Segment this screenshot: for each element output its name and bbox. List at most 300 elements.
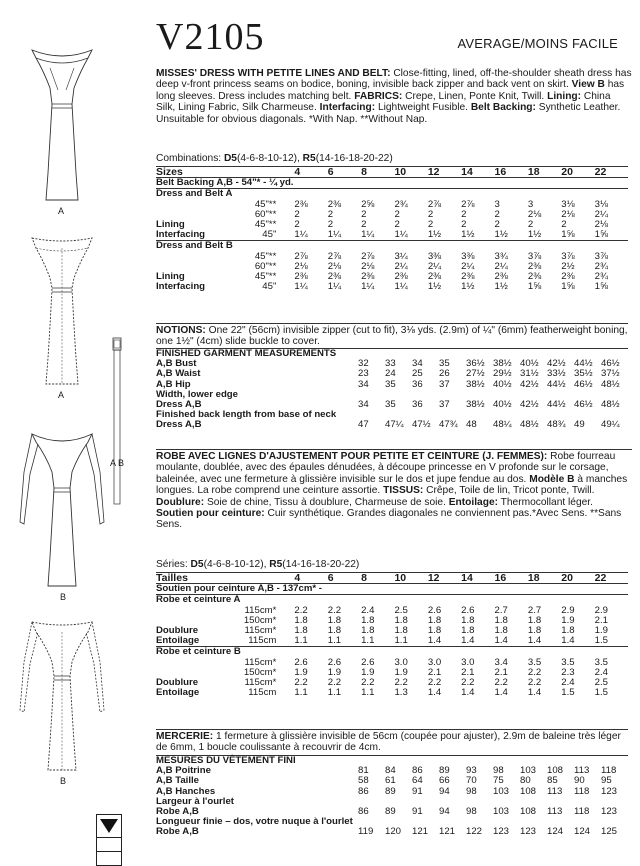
view-a-front-sketch xyxy=(22,28,102,203)
row-heading: Dress and Belt B xyxy=(156,241,628,252)
value-cell: 91 xyxy=(412,806,423,818)
value-cell: 2¼ xyxy=(494,260,508,272)
table-row xyxy=(156,220,628,230)
value-cell: 1.1 xyxy=(327,687,342,699)
value-cell: 2.7 xyxy=(527,604,542,616)
row-label: Robe A,B xyxy=(156,806,199,818)
value-cell: 33 xyxy=(385,358,396,370)
value-cell: 48½ xyxy=(520,419,539,431)
value-cell: 3.5 xyxy=(527,656,542,668)
value-cell: 6 xyxy=(328,167,361,178)
value-cell: 1⅝ xyxy=(594,229,608,241)
value-cell: 8 xyxy=(361,573,394,584)
sizes-row xyxy=(156,573,628,584)
value-cell: 124 xyxy=(547,826,564,838)
fabric-width: 60"** xyxy=(254,208,277,220)
value-cell: 46½ xyxy=(601,358,620,370)
row-heading: Robe et ceinture A xyxy=(156,595,628,606)
value-cell: 12 xyxy=(428,573,461,584)
value-cell: 36 xyxy=(412,399,423,411)
value-cell: 38½ xyxy=(493,358,512,370)
value-cell: 4 xyxy=(294,573,327,584)
value-cell: 3⅞ xyxy=(594,250,608,262)
value-cell: 2⅝ xyxy=(361,198,375,210)
value-cell: 2.1 xyxy=(494,666,508,678)
value-cell: 1.8 xyxy=(461,625,475,637)
value-cell: 3⅞ xyxy=(527,250,542,262)
value-cell: 2 xyxy=(394,219,400,231)
value-cell: 1¼ xyxy=(394,281,408,293)
value-cell: 2¼ xyxy=(594,208,608,220)
value-cell: 90 xyxy=(574,775,585,787)
down-triangle-icon xyxy=(100,819,118,833)
value-cell: 16 xyxy=(495,167,528,178)
value-cell: 3¾ xyxy=(494,250,508,262)
value-cell: 2 xyxy=(527,219,534,231)
value-cell: 2 xyxy=(394,208,400,220)
value-cell: 2 xyxy=(327,219,334,231)
value-cell: 3 xyxy=(527,198,534,210)
row-heading: Soutien pour ceinture A,B - 137cm* - xyxy=(156,584,628,595)
value-cell: 2¾ xyxy=(394,198,408,210)
value-cell: 22 xyxy=(595,167,628,178)
value-cell: 113 xyxy=(547,806,563,818)
value-cell: 2.6 xyxy=(461,604,475,616)
value-cell: 1.1 xyxy=(294,687,308,699)
table-row xyxy=(156,616,628,626)
value-cell: 2.2 xyxy=(527,677,542,689)
value-cell: 2.4 xyxy=(594,666,608,678)
value-cell: 2⅞ xyxy=(327,250,342,262)
value-cell: 2⅜ xyxy=(561,271,575,283)
value-cell: 108 xyxy=(547,765,564,777)
row-label: A,B Hanches xyxy=(156,785,216,797)
value-cell: 1.8 xyxy=(361,625,375,637)
table-row xyxy=(156,606,628,616)
value-cell: 3⅞ xyxy=(561,250,575,262)
value-cell: 20 xyxy=(561,167,594,178)
value-cell: 2.2 xyxy=(527,666,542,678)
sketch-label-a2: A xyxy=(58,390,65,400)
value-cell: 2.9 xyxy=(594,604,608,616)
value-cell: 84 xyxy=(385,765,396,777)
value-cell: 94 xyxy=(439,785,450,797)
english-title: MISSES' DRESS WITH PETITE LINES AND BELT: xyxy=(156,68,391,79)
value-cell: 1½ xyxy=(494,229,508,241)
value-cell: 1.1 xyxy=(361,687,375,699)
value-cell: 40½ xyxy=(493,378,512,390)
value-cell: 1.3 xyxy=(394,687,408,699)
value-cell: 1.9 xyxy=(361,666,375,678)
value-cell: 2 xyxy=(361,219,367,231)
value-cell: 2¾ xyxy=(594,271,608,283)
table-row xyxy=(156,282,628,292)
value-cell: 2 xyxy=(327,208,334,220)
value-cell: 1.8 xyxy=(527,614,542,626)
sketch-label-b1: B xyxy=(60,592,67,602)
value-cell: 42½ xyxy=(520,399,539,411)
value-cell: 2⅛ xyxy=(361,260,375,272)
value-cell: 1.5 xyxy=(594,635,608,647)
value-cell: 1.8 xyxy=(327,625,342,637)
table-row xyxy=(156,230,628,241)
value-cell: 2.3 xyxy=(561,666,575,678)
value-cell: 49 xyxy=(574,419,585,431)
value-cell: 121 xyxy=(412,826,429,838)
fabric-width: 45" xyxy=(262,229,277,241)
value-cell: 1.1 xyxy=(327,635,342,647)
value-cell: 1.8 xyxy=(494,614,508,626)
value-cell: 3.0 xyxy=(461,656,475,668)
value-cell: 48½ xyxy=(601,378,620,390)
value-cell: 48¼ xyxy=(493,419,512,431)
value-cell: 22 xyxy=(595,573,628,584)
fabric-width: 115cm xyxy=(248,635,277,647)
value-cell: 2 xyxy=(427,208,434,220)
table-row xyxy=(156,200,628,210)
value-cell: 64 xyxy=(412,775,423,787)
value-cell: 47¼ xyxy=(385,419,404,431)
row-heading: Width, lower edge xyxy=(156,388,238,400)
fabric-width: 60"** xyxy=(254,260,277,272)
value-cell: 1.8 xyxy=(427,614,442,626)
row-label xyxy=(156,252,223,262)
value-cell: 1½ xyxy=(527,229,542,241)
table-row xyxy=(156,252,628,262)
table-row xyxy=(156,210,628,220)
row-label xyxy=(156,200,223,210)
value-cell: 1.8 xyxy=(294,625,308,637)
value-cell: 3.5 xyxy=(594,656,608,668)
value-cell: 103 xyxy=(493,785,510,797)
fabric-width: 115cm* xyxy=(244,656,277,668)
value-cell: 1⅝ xyxy=(594,281,608,293)
value-cell: 2.5 xyxy=(394,604,408,616)
value-cell: 2.7 xyxy=(494,604,508,616)
sketch-label-b2: B xyxy=(60,776,67,786)
value-cell: 48½ xyxy=(601,399,620,411)
view-b-back-sketch xyxy=(14,602,110,772)
value-cell: 61 xyxy=(385,775,396,787)
value-cell: 123 xyxy=(601,806,618,818)
value-cell: 58 xyxy=(358,775,369,787)
value-cell: 2¼ xyxy=(427,260,442,272)
row-heading: Robe et ceinture B xyxy=(156,647,628,658)
value-cell: 1⅝ xyxy=(561,229,575,241)
value-cell: 2 xyxy=(494,208,500,220)
value-cell: 2⅜ xyxy=(527,260,542,272)
value-cell: 1.8 xyxy=(361,614,375,626)
value-cell: 118 xyxy=(574,806,590,818)
fabric-width: 45"** xyxy=(254,198,277,210)
row-label: A,B Bust xyxy=(156,358,197,370)
value-cell: 2⅜ xyxy=(527,271,542,283)
value-cell: 81 xyxy=(358,765,369,777)
value-cell: 1¼ xyxy=(294,229,308,241)
cut-marker-box xyxy=(96,814,122,866)
value-cell: 123 xyxy=(520,826,537,838)
value-cell: 2⅜ xyxy=(461,271,475,283)
row-label xyxy=(156,658,223,668)
value-cell: 14 xyxy=(461,573,494,584)
value-cell: 1.8 xyxy=(427,625,442,637)
value-cell: 2.2 xyxy=(394,677,408,689)
view-a-back-sketch xyxy=(22,218,102,386)
table-row xyxy=(156,658,628,668)
value-cell: 2⅞ xyxy=(294,250,308,262)
french-title: ROBE AVEC LIGNES D'AJUSTEMENT POUR PETITE ET CEINTURE (J. FEMMES): xyxy=(156,451,548,462)
value-cell: 18 xyxy=(528,573,561,584)
value-cell: 3.5 xyxy=(561,656,575,668)
value-cell: 66 xyxy=(439,775,450,787)
value-cell: 1⅝ xyxy=(527,281,542,293)
value-cell: 1.8 xyxy=(494,625,508,637)
row-label: Dress A,B xyxy=(156,399,202,411)
value-cell: 1.4 xyxy=(527,687,542,699)
value-cell: 1¼ xyxy=(294,281,308,293)
value-cell: 10 xyxy=(394,167,427,178)
value-cell: 1.4 xyxy=(527,635,542,647)
row-heading: Finished back length from base of neck xyxy=(156,409,337,421)
row-heading: FINISHED GARMENT MEASUREMENTS xyxy=(156,349,628,360)
value-cell: 1¼ xyxy=(327,281,342,293)
value-cell: 2⅞ xyxy=(361,250,375,262)
value-cell: 2⅛ xyxy=(327,260,342,272)
value-cell: 2¼ xyxy=(394,260,408,272)
value-cell: 32 xyxy=(358,358,369,370)
english-description: MISSES' DRESS WITH PETITE LINES AND BELT: Close-fitting, lined, off-the-shoulder sheath dress has deep v-front princess seams on bodice, boning, invisible back zipper and back vent on skirt. View B has long sleeves. Dress includes matching belt. FABRICS: Crepe, Linen, Ponte Knit, Twill. Lining: China Silk, Lining Fabric, Silk Charmeuse. Interfacing: Lightweight Fusible. Belt Backing: Synthetic Leather. Unsuitable for obvious diagonals. *With Nap. **Without Nap. xyxy=(156,68,632,125)
value-cell: 8 xyxy=(361,167,394,178)
value-cell: 1.5 xyxy=(561,687,575,699)
table-row xyxy=(156,688,628,698)
value-cell: 2.1 xyxy=(427,666,442,678)
value-cell: 98 xyxy=(493,765,504,777)
belt-backing-row xyxy=(156,178,628,189)
value-cell: 1.8 xyxy=(394,614,408,626)
value-cell: 40½ xyxy=(493,399,512,411)
row-label: Lining xyxy=(156,219,185,231)
section-dress-belt-b xyxy=(156,241,628,252)
row-label: Dress A,B xyxy=(156,419,202,431)
row-heading: Largeur à l'ourlet xyxy=(156,795,234,807)
value-cell: 38½ xyxy=(466,378,485,390)
value-cell: 1⅝ xyxy=(561,281,575,293)
value-cell: 89 xyxy=(439,765,450,777)
value-cell: 1.4 xyxy=(461,687,475,699)
value-cell: 42½ xyxy=(520,378,539,390)
value-cell: 2⅜ xyxy=(327,198,342,210)
value-cell: 35 xyxy=(385,399,396,411)
value-cell: 113 xyxy=(547,785,563,797)
value-cell: 2 xyxy=(361,208,367,220)
value-cell: 89 xyxy=(385,785,396,797)
value-cell: 29½ xyxy=(493,368,512,380)
pattern-number: V2105 xyxy=(156,16,265,58)
value-cell: 2 xyxy=(461,219,467,231)
value-cell: 42½ xyxy=(547,358,566,370)
value-cell: 2.2 xyxy=(294,604,308,616)
value-cell: 2⅜ xyxy=(427,271,442,283)
value-cell: 47¾ xyxy=(439,419,458,431)
value-cell: 121 xyxy=(439,826,456,838)
value-cell: 103 xyxy=(493,806,510,818)
value-cell: 75 xyxy=(493,775,504,787)
value-cell: 3⅛ xyxy=(561,198,575,210)
value-cell: 1.8 xyxy=(294,614,308,626)
value-cell: 48 xyxy=(466,419,477,431)
value-cell: 95 xyxy=(601,775,612,787)
value-cell: 2.2 xyxy=(461,677,475,689)
value-cell: 1.1 xyxy=(361,635,375,647)
value-cell: 36 xyxy=(412,378,423,390)
value-cell: 2⅞ xyxy=(427,198,442,210)
value-cell: 36½ xyxy=(466,358,485,370)
value-cell: 37 xyxy=(439,378,450,390)
value-cell: 2.6 xyxy=(427,604,442,616)
value-cell: 103 xyxy=(520,765,537,777)
value-cell: 1.9 xyxy=(594,625,608,637)
value-cell: 37½ xyxy=(601,368,620,380)
table-row xyxy=(156,636,628,647)
value-cell: 3¼ xyxy=(394,250,408,262)
value-cell: 2 xyxy=(294,219,300,231)
value-cell: 1.5 xyxy=(594,687,608,699)
value-cell: 120 xyxy=(385,826,402,838)
value-cell: 1.8 xyxy=(461,614,475,626)
value-cell: 27½ xyxy=(466,368,485,380)
value-cell: 2⅜ xyxy=(494,271,508,283)
value-cell: 2.4 xyxy=(361,604,375,616)
value-cell: 2.5 xyxy=(594,677,608,689)
combinations-line: Combinations: D5(4-6-8-10-12), R5(14-16-18-20-22) xyxy=(156,153,393,164)
value-cell: 1.4 xyxy=(427,687,442,699)
value-cell: 35 xyxy=(439,358,450,370)
value-cell: 46½ xyxy=(574,399,593,411)
value-cell: 1.8 xyxy=(527,625,542,637)
value-cell: 2⅛ xyxy=(561,208,575,220)
value-cell: 38½ xyxy=(466,399,485,411)
value-cell: 33½ xyxy=(547,368,566,380)
value-cell: 119 xyxy=(358,826,374,838)
row-label: Doublure xyxy=(156,625,199,637)
value-cell: 18 xyxy=(528,167,561,178)
value-cell: 2.2 xyxy=(294,677,308,689)
value-cell: 1½ xyxy=(494,281,508,293)
value-cell: 40½ xyxy=(520,358,539,370)
value-cell: 2⅛ xyxy=(294,260,308,272)
row-heading: MESURES DU VÊTEMENT FINI xyxy=(156,756,628,767)
value-cell: 2.1 xyxy=(594,614,608,626)
sketch-label-a1: A xyxy=(58,206,65,216)
value-cell: 6 xyxy=(328,573,361,584)
value-cell: 1.1 xyxy=(294,635,308,647)
value-cell: 1¼ xyxy=(327,229,342,241)
value-cell: 34 xyxy=(358,378,369,390)
table-row xyxy=(156,626,628,636)
soutien-row xyxy=(156,584,628,595)
value-cell: 23 xyxy=(358,368,369,380)
value-cell: 1.4 xyxy=(561,635,575,647)
value-cell: 31½ xyxy=(520,368,539,380)
value-cell: 80 xyxy=(520,775,531,787)
row-label xyxy=(156,606,223,616)
table-row xyxy=(156,827,628,837)
table-row xyxy=(156,262,628,272)
row-heading: Dress and Belt A xyxy=(156,189,628,200)
french-mercerie: MERCERIE: 1 fermeture à glissière invisible de 56cm (coupée pour ajuster), 2.9m de baleine très léger de 6mm, 1 boucle coulissante à recouvrir de 4cm. xyxy=(156,729,628,753)
value-cell: 1¼ xyxy=(394,229,408,241)
value-cell: 122 xyxy=(466,826,483,838)
value-cell: 2¼ xyxy=(461,260,475,272)
value-cell: 24 xyxy=(385,368,396,380)
value-cell: 3⅜ xyxy=(427,250,442,262)
row-label: A,B Hip xyxy=(156,378,191,390)
value-cell: 86 xyxy=(412,765,423,777)
value-cell: 125 xyxy=(601,826,618,838)
view-b-front-sketch xyxy=(14,412,110,588)
value-cell: 44½ xyxy=(547,378,566,390)
value-cell: 124 xyxy=(574,826,591,838)
value-cell: 1.9 xyxy=(394,666,408,678)
row-label: Interfacing xyxy=(156,281,206,293)
row-heading: Longueur finie – dos, votre nuque à l'ourlet xyxy=(156,816,353,828)
value-cell: 118 xyxy=(601,765,617,777)
value-cell: 25 xyxy=(412,368,423,380)
value-cell: 70 xyxy=(466,775,477,787)
value-cell: 34 xyxy=(358,399,369,411)
value-cell: 47½ xyxy=(412,419,431,431)
value-cell: 1.8 xyxy=(561,625,575,637)
row-heading: Belt Backing A,B - 54"* - ¼ yd. xyxy=(156,178,628,189)
value-cell: 2.6 xyxy=(294,656,308,668)
value-cell: 1.4 xyxy=(427,635,442,647)
value-cell: 108 xyxy=(520,806,537,818)
value-cell: 4 xyxy=(294,167,327,178)
value-cell: 44½ xyxy=(574,358,593,370)
fabric-width: 115cm* xyxy=(244,677,277,689)
belt-sketch xyxy=(110,336,125,506)
value-cell: 2.9 xyxy=(561,604,575,616)
sizes-label: Sizes xyxy=(156,167,294,178)
value-cell: 16 xyxy=(495,573,528,584)
value-cell: 1.4 xyxy=(494,635,508,647)
fabric-width: 150cm* xyxy=(243,666,277,678)
value-cell: 2.2 xyxy=(327,604,342,616)
value-cell: 108 xyxy=(520,785,537,797)
value-cell: 1½ xyxy=(461,229,475,241)
value-cell: 98 xyxy=(466,806,477,818)
value-cell: 1¼ xyxy=(361,281,375,293)
value-cell: 34 xyxy=(412,358,423,370)
value-cell: 86 xyxy=(358,785,369,797)
value-cell: 26 xyxy=(439,368,450,380)
value-cell: 2 xyxy=(561,219,567,231)
row-label: A,B Poitrine xyxy=(156,765,211,777)
table-row xyxy=(156,668,628,678)
value-cell: 2.2 xyxy=(327,677,342,689)
value-cell: 2 xyxy=(427,219,434,231)
row-label: A,B Waist xyxy=(156,368,201,380)
value-cell: 1.8 xyxy=(327,614,342,626)
value-cell: 118 xyxy=(574,785,590,797)
value-cell: 1.4 xyxy=(494,687,508,699)
value-cell: 3⅜ xyxy=(461,250,475,262)
row-label: Interfacing xyxy=(156,229,206,241)
value-cell: 94 xyxy=(439,806,450,818)
value-cell: 2⅜ xyxy=(294,198,308,210)
table-row xyxy=(156,420,628,430)
value-cell: 1.1 xyxy=(394,635,408,647)
